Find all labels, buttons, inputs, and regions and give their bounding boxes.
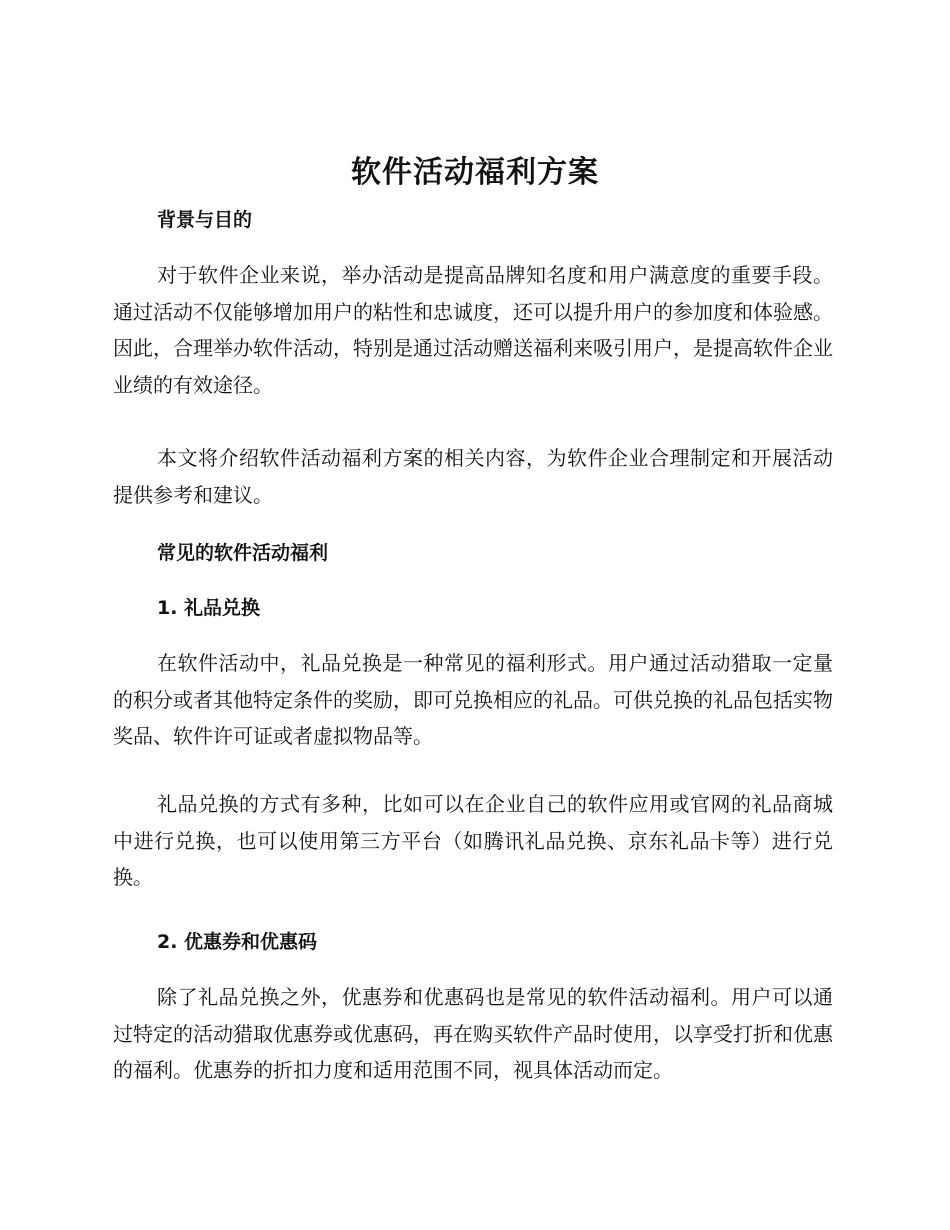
- section-heading-background: 背景与目的: [157, 209, 253, 231]
- paragraph-background-2: 本文将介绍软件活动福利方案的相关内容，为软件企业合理制定和开展活动提供参考和建议。: [113, 446, 833, 507]
- section-heading-gift-exchange: 1. 礼品兑换: [157, 597, 261, 619]
- paragraph-gift-exchange-1: 在软件活动中，礼品兑换是一种常见的福利形式。用户通过活动猎取一定量的积分或者其他特定条件的奖励，即可兑换相应的礼品。可供兑换的礼品包括实物奖品、软件许可证或者虚拟物品等。: [113, 651, 833, 748]
- paragraph-coupons-1: 除了礼品兑换之外，优惠券和优惠码也是常见的软件活动福利。用户可以通过特定的活动猎取优惠券或优惠码，再在购买软件产品时使用，以享受打折和优惠的福利。优惠券的折扣力度和适用范围不同，视具体活动而定。: [113, 985, 833, 1082]
- section-heading-coupons: 2. 优惠券和优惠码: [157, 931, 318, 953]
- section-heading-common-benefits: 常见的软件活动福利: [157, 542, 329, 564]
- document-title: 软件活动福利方案: [351, 155, 599, 190]
- paragraph-background-1: 对于软件企业来说，举办活动是提高品牌知名度和用户满意度的重要手段。通过活动不仅能够增加用户的粘性和忠诚度，还可以提升用户的参加度和体验感。因此，合理举办软件活动，特别是通过活动赠送福利来吸引用户，是提高软件企业业绩的有效途径。: [113, 263, 833, 397]
- paragraph-gift-exchange-2: 礼品兑换的方式有多种，比如可以在企业自己的软件应用或官网的礼品商城中进行兑换，也可以使用第三方平台（如腾讯礼品兑换、京东礼品卡等）进行兑换。: [113, 792, 833, 889]
